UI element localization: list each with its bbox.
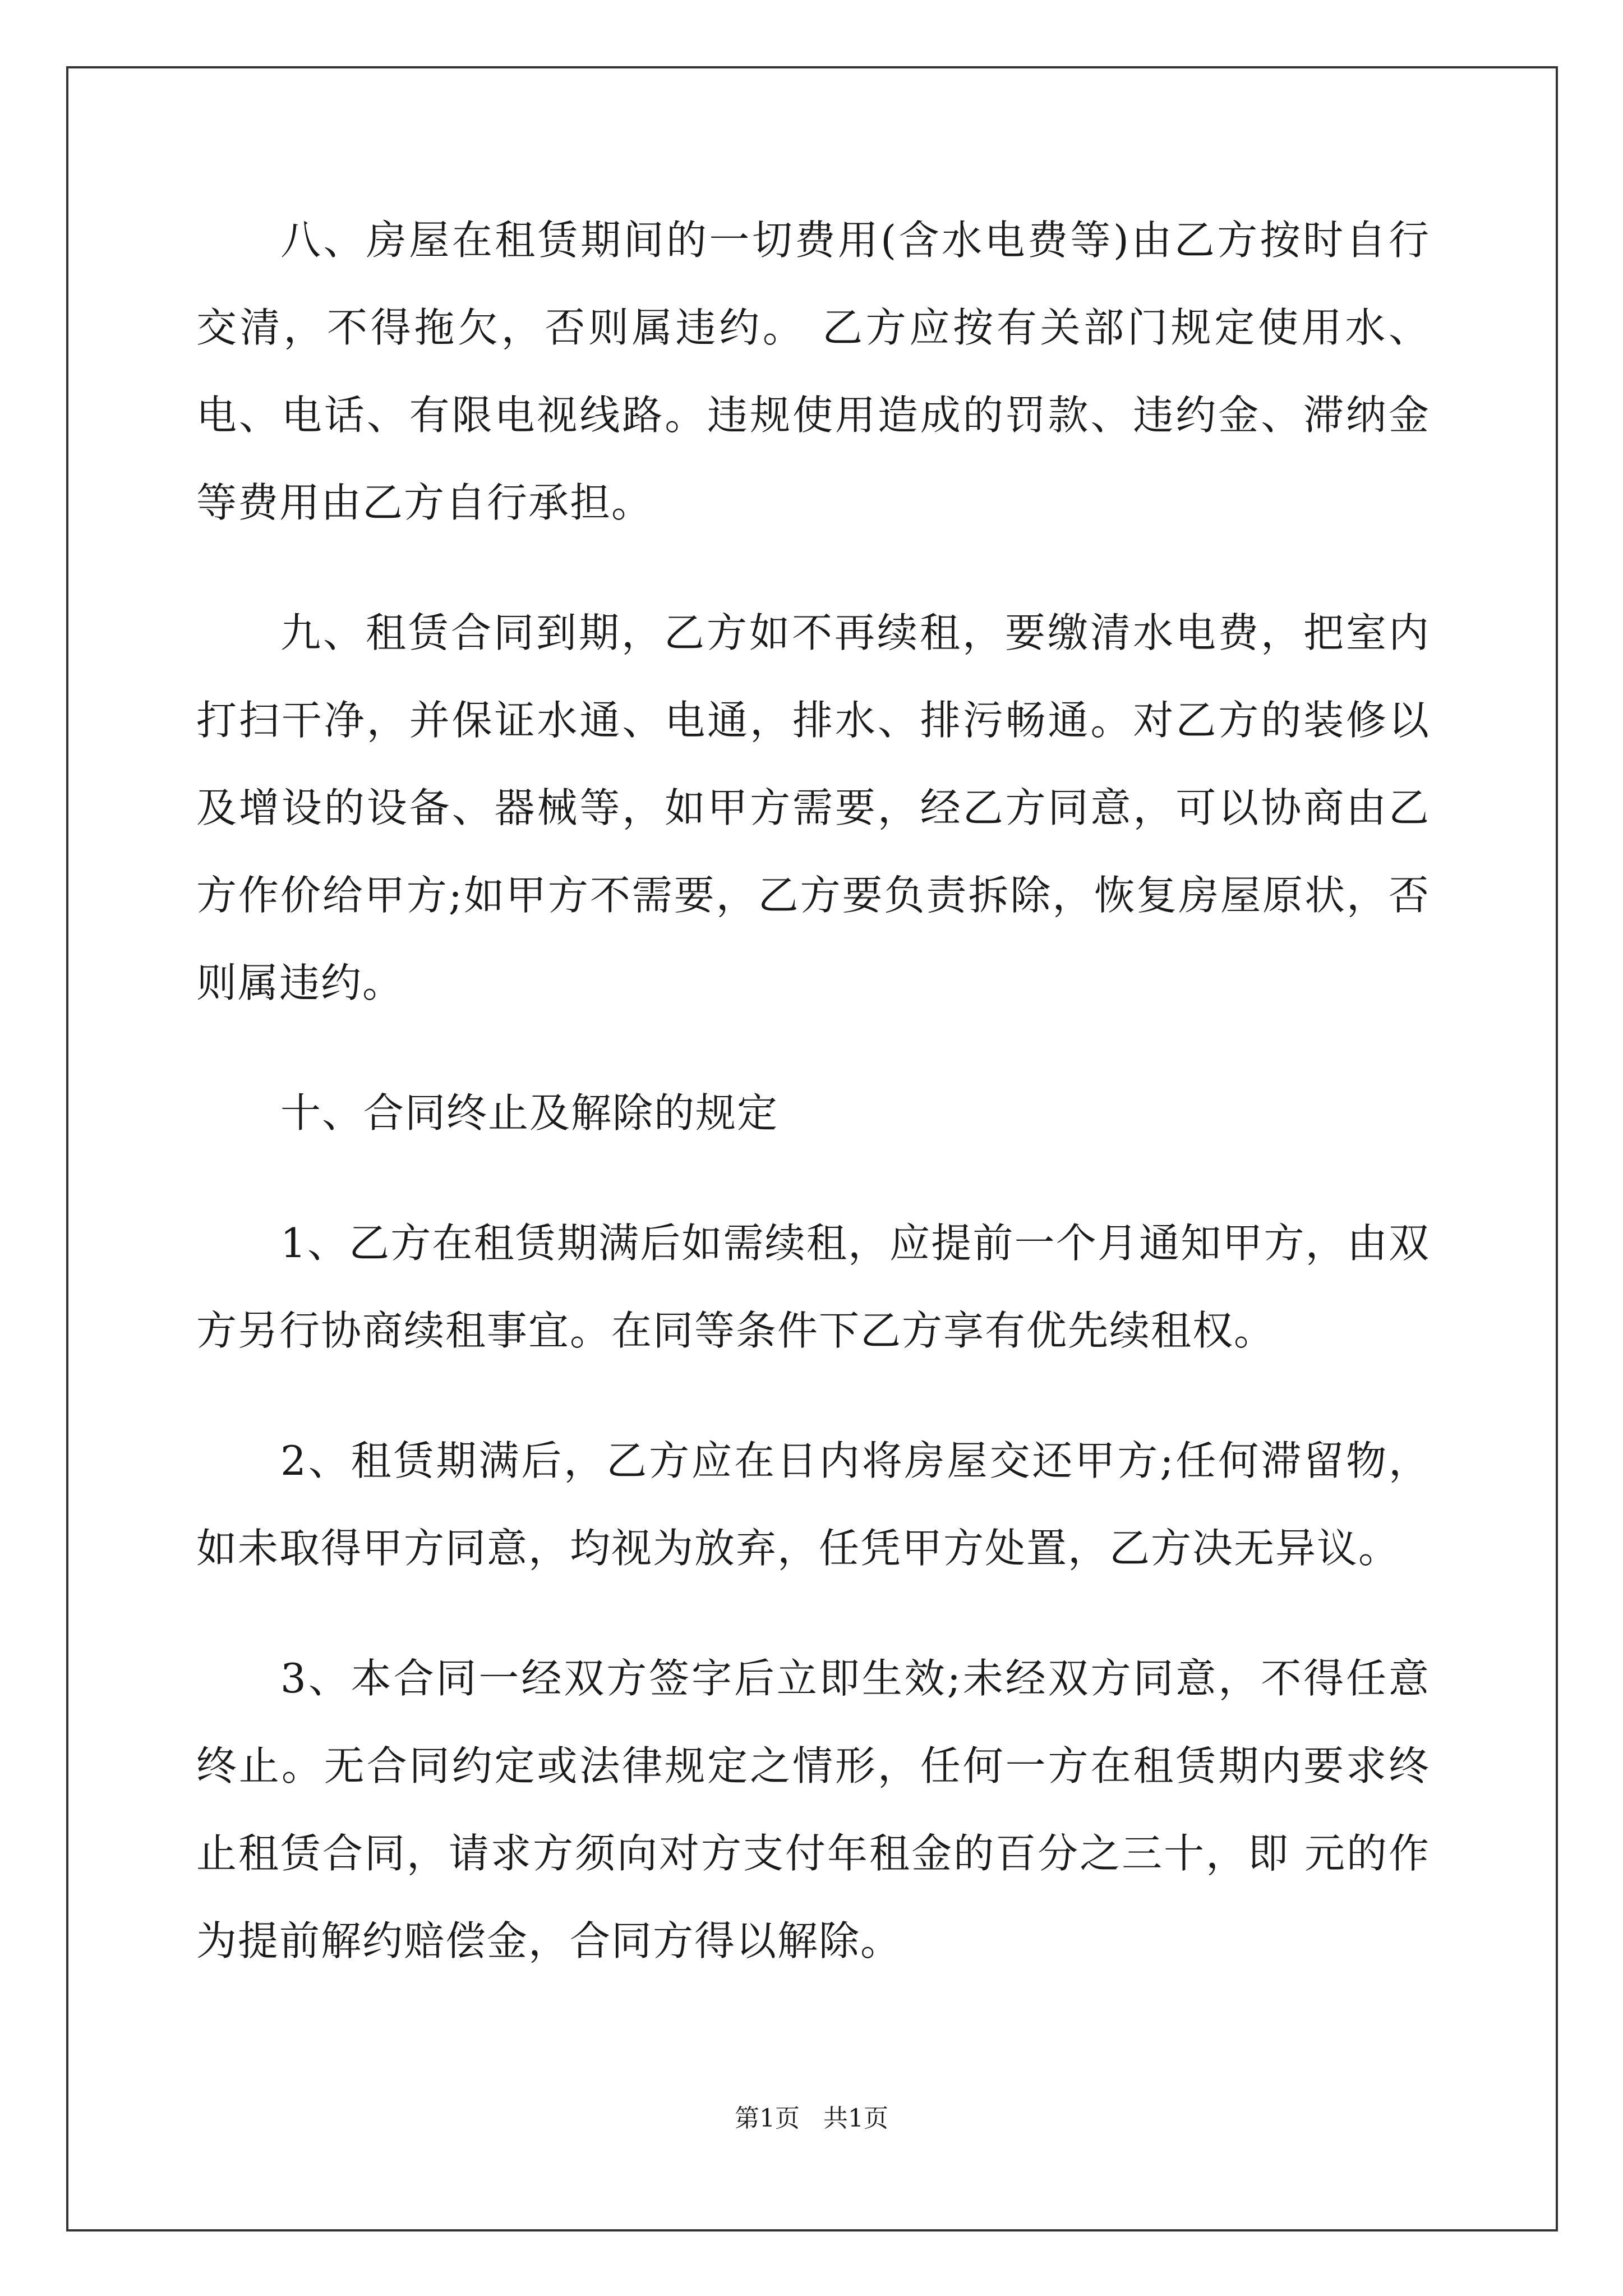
- page-number: 第1页 共1页: [735, 2104, 888, 2133]
- clause-9-paragraph: 九、租赁合同到期，乙方如不再续租，要缴清水电费，把室内打扫干净，并保证水通、电通，排水、排污畅通。对乙方的装修以及增设的设备、器械等，如甲方需要，经乙方同意，可以协商由乙方作价给甲方;如甲方不需要，乙方要负责拆除，恢复房屋原状，否则属违约。: [196, 609, 1430, 1006]
- clause-10-heading: 十、合同终止及解除的规定: [280, 1089, 779, 1137]
- clause-10-item-1: 1、乙方在租赁期满后如需续租，应提前一个月通知甲方，由双方另行协商续租事宜。在同等条件下乙方享有优先续租权。: [196, 1220, 1430, 1354]
- clause-10-item-2: 2、租赁期满后，乙方应在日内将房屋交还甲方;任何滞留物，如未取得甲方同意，均视为放弃，任凭甲方处置，乙方决无异议。: [196, 1437, 1430, 1572]
- clause-8-paragraph: 八、房屋在租赁期间的一切费用(含水电费等)由乙方按时自行交清，不得拖欠，否则属违约。 乙方应按有关部门规定使用水、电、电话、有限电视线路。违规使用造成的罚款、违约金、滞纳金等费用由乙方自行承担。: [196, 217, 1430, 526]
- document-body: [196, 196, 1430, 2027]
- page-footer: [0, 2098, 1623, 2134]
- clause-10-item-3: 3、本合同一经双方签字后立即生效;未经双方同意，不得任意终止。无合同约定或法律规定之情形，任何一方在租赁期内要求终止租赁合同，请求方须向对方支付年租金的百分之三十，即 元的作为提前解约赔偿金，合同方得以解除。: [196, 1655, 1430, 1964]
